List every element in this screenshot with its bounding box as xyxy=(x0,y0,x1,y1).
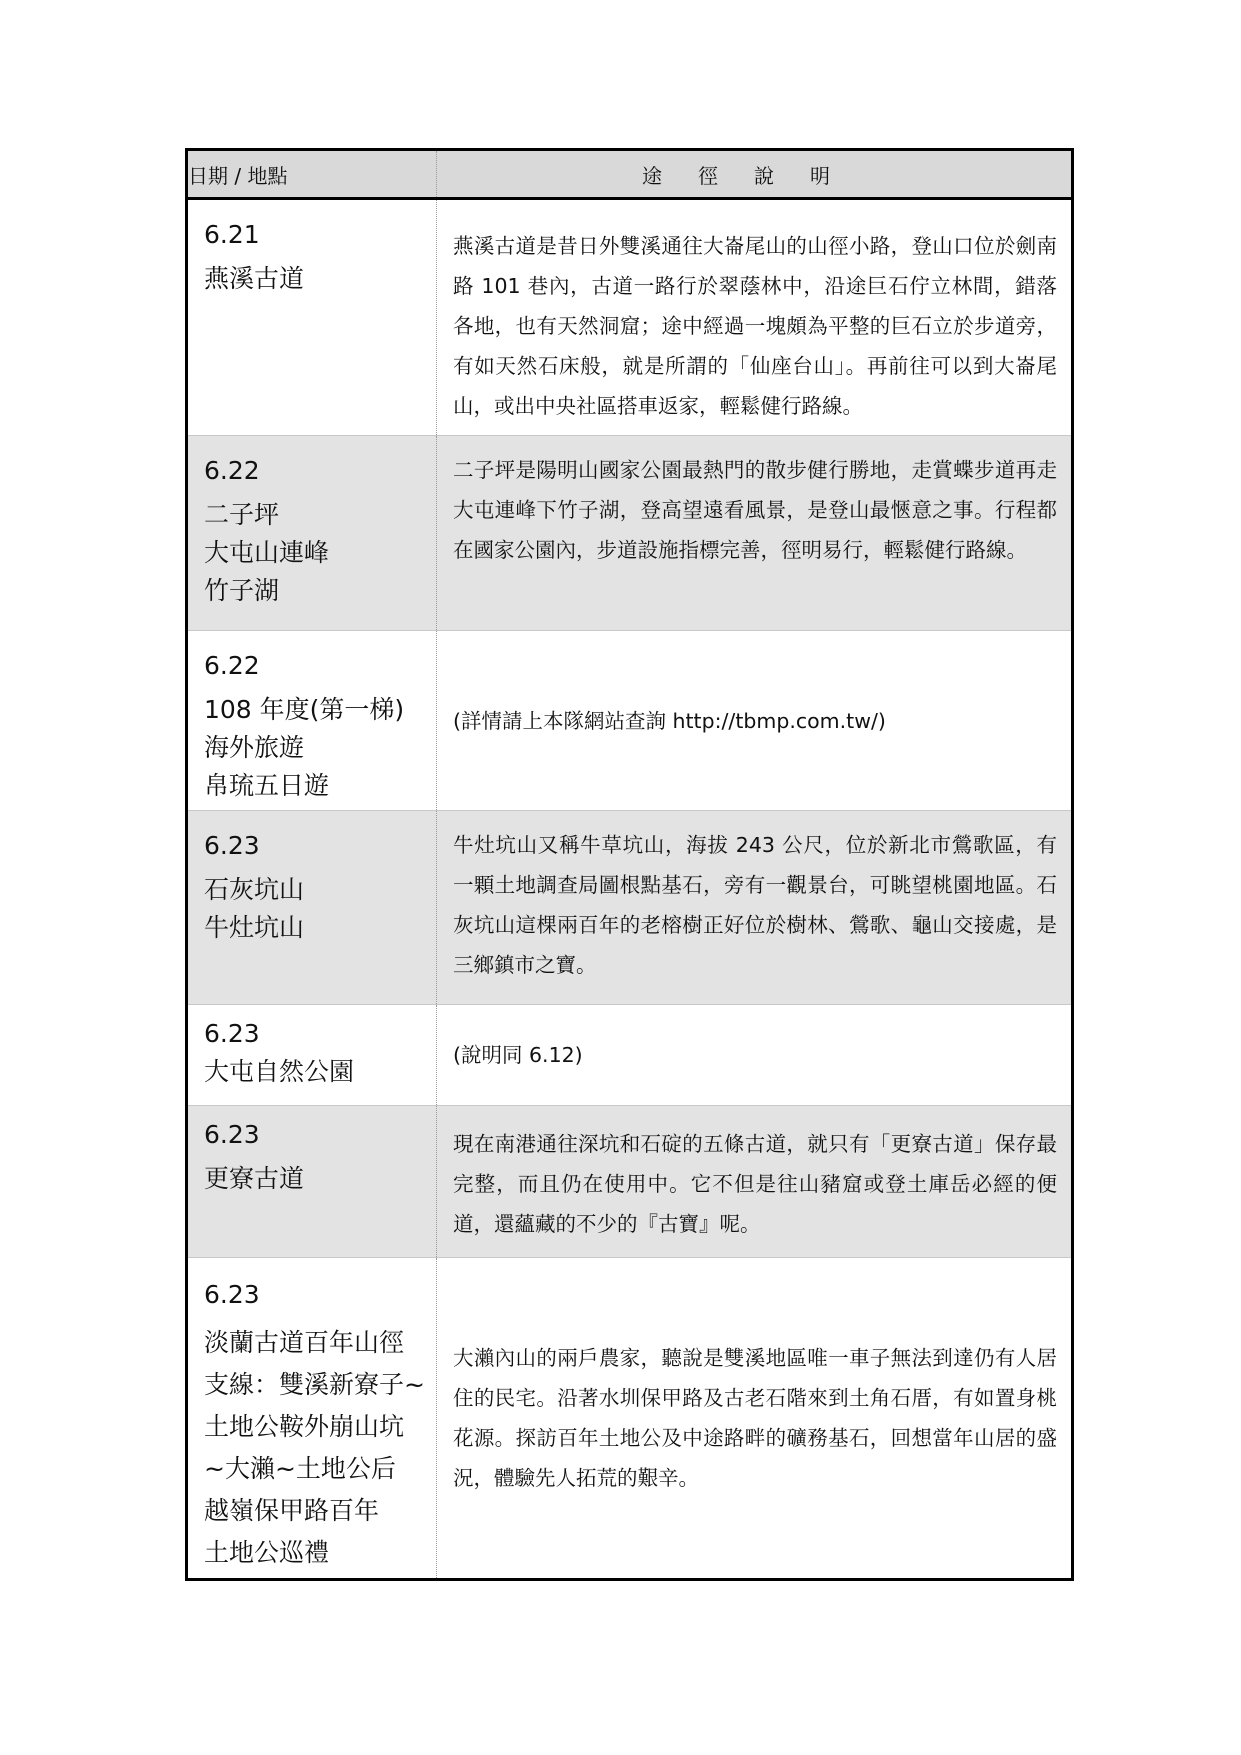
date-location-cell xyxy=(187,1005,437,1106)
row-place: 淡蘭古道百年山徑 xyxy=(204,1328,405,1357)
row-place: 更寮古道 xyxy=(204,1164,305,1193)
row-date: 6.23 xyxy=(204,1280,260,1309)
row-place: 108 年度(第一梯) xyxy=(204,695,405,724)
row-place: 大屯山連峰 xyxy=(204,538,330,567)
header-route-description: 途徑說明 xyxy=(437,150,1073,199)
route-description: 燕溪古道是昔日外雙溪通往大崙尾山的山徑小路，登山口位於劍南路 101 巷內，古道一路行於翠蔭林中，沿途巨石佇立林間，錯落各地，也有天然洞窟；途中經過一塊頗為平整的巨石立於步道旁，有如天然石床般，就是所謂的「仙座台山」。再前往可以到大崙尾山，或出中央社區搭車返家，輕鬆健行路線。 xyxy=(453,234,1057,418)
row-place: ~大瀨~土地公后 xyxy=(204,1454,396,1483)
row-date: 6.21 xyxy=(204,220,260,249)
date-location-cell xyxy=(187,199,437,436)
row-date: 6.23 xyxy=(204,1019,260,1048)
table-row xyxy=(187,1106,1073,1258)
schedule-table xyxy=(185,148,1074,1581)
route-description: (詳情請上本隊網站查詢 http://tbmp.com.tw/) xyxy=(437,631,1073,811)
route-description: 現在南港通往深坑和石碇的五條古道，就只有「更寮古道」保存最完整，而且仍在使用中。它不但是往山豬窟或登土庫岳必經的便道，還蘊藏的不少的『古寶』呢。 xyxy=(437,1106,1073,1258)
route-description: 二子坪是陽明山國家公園最熱門的散步健行勝地，走賞蝶步道再走大屯連峰下竹子湖，登高望遠看風景，是登山最愜意之事。行程都在國家公園內，步道設施指標完善，徑明易行，輕鬆健行路線。 xyxy=(437,436,1073,631)
date-location-cell xyxy=(187,436,437,631)
row-place: 燕溪古道 xyxy=(204,264,305,293)
row-place: 帛琉五日遊 xyxy=(204,771,330,800)
row-place: 大屯自然公園 xyxy=(204,1057,355,1086)
table-row xyxy=(187,436,1073,631)
route-description: 大瀨內山的兩戶農家，聽說是雙溪地區唯一車子無法到達仍有人居住的民宅。沿著水圳保甲路及古老石階來到土角石厝，有如置身桃花源。探訪百年土地公及中途路畔的礦務基石，回想當年山居的盛況，體驗先人拓荒的艱辛。 xyxy=(437,1258,1073,1580)
date-location-cell xyxy=(187,1258,437,1580)
row-place: 竹子湖 xyxy=(204,576,280,605)
date-location-cell xyxy=(187,811,437,1005)
row-place: 牛灶坑山 xyxy=(204,913,305,942)
row-date: 6.22 xyxy=(204,456,260,485)
table-row xyxy=(187,1005,1073,1106)
route-description: 牛灶坑山又稱牛草坑山，海拔 243 公尺，位於新北市鶯歌區，有一顆土地調查局圖根點基石，旁有一觀景台，可眺望桃園地區。石灰坑山這棵兩百年的老榕樹正好位於樹林、鶯歌、龜山交接處，是三鄉鎮市之寶。 xyxy=(437,811,1073,1005)
row-place: 土地公鞍外崩山坑 xyxy=(204,1412,405,1441)
row-place: 越嶺保甲路百年 xyxy=(204,1496,380,1525)
row-date: 6.23 xyxy=(204,1120,260,1149)
date-location-cell xyxy=(187,1106,437,1258)
row-place: 土地公巡禮 xyxy=(204,1538,330,1567)
row-date: 6.23 xyxy=(204,831,260,860)
row-place: 石灰坑山 xyxy=(204,875,305,904)
row-date: 6.22 xyxy=(204,651,260,680)
table-row xyxy=(187,631,1073,811)
row-place: 海外旅遊 xyxy=(204,733,305,762)
row-place: 二子坪 xyxy=(204,500,280,529)
table-row xyxy=(187,811,1073,1005)
row-place: 支線：雙溪新寮子~ xyxy=(204,1370,425,1399)
route-description: (說明同 6.12) xyxy=(437,1005,1073,1106)
header-date-location: 日期 / 地點 xyxy=(187,150,437,199)
table-row xyxy=(187,199,1073,436)
table-row xyxy=(187,1258,1073,1580)
date-location-cell xyxy=(187,631,437,811)
table-header-row xyxy=(187,150,1073,199)
